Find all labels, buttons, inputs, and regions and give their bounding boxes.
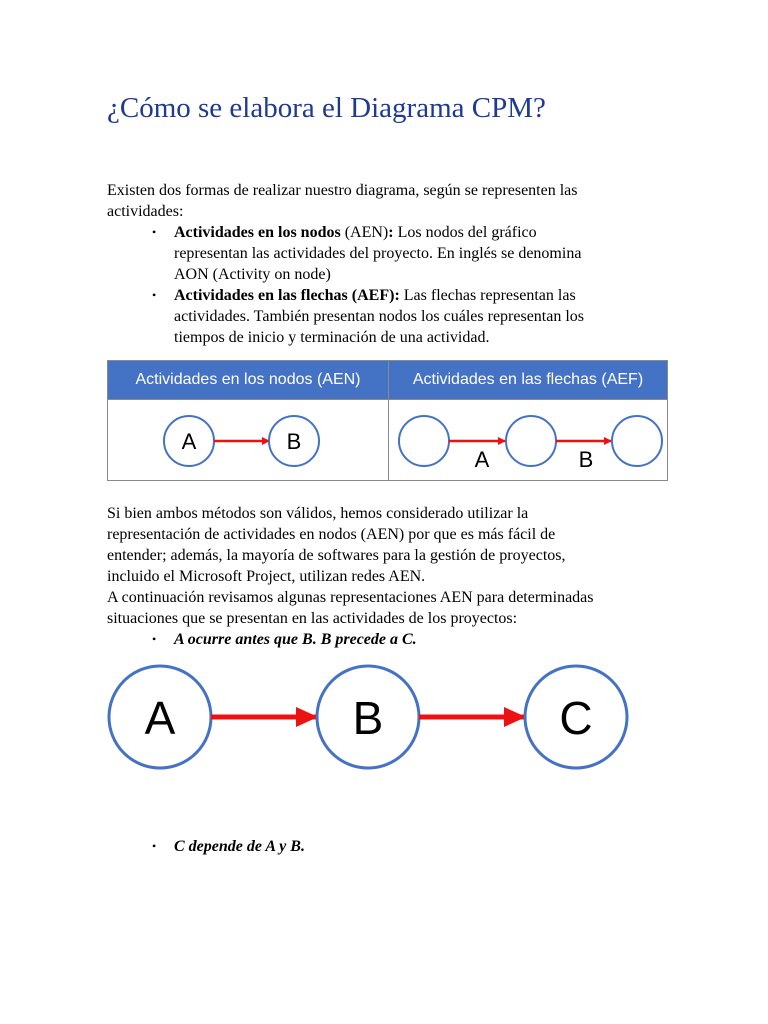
para2-line-5: A continuación revisamos algunas representaciones AEN para determinadas xyxy=(107,589,594,606)
seq-node-a-label: A xyxy=(144,692,176,744)
table-header-aen: Actividades en los nodos (AEN) xyxy=(108,361,388,399)
bullet-aen-colon: : xyxy=(388,224,394,241)
case1-text: A ocurre antes que B. B precede a C. xyxy=(174,631,417,648)
intro-paragraph xyxy=(107,180,667,222)
aef-node-2 xyxy=(506,416,556,466)
bullet-case-1 xyxy=(174,629,644,650)
para2-line-2: representación de actividades en nodos (AEN) por que es más fácil de xyxy=(107,526,556,543)
bullet-aef-text-2: actividades. También presentan nodos los cuáles representan los xyxy=(174,308,585,325)
table-header-aef: Actividades en las flechas (AEF) xyxy=(389,361,667,399)
bullet-aen-text-3: AON (Activity on node) xyxy=(174,266,331,283)
bullet-aen-tag: (AEN) xyxy=(340,224,389,241)
bullet-aef-bold: Actividades en las flechas xyxy=(174,287,348,304)
bullet-aef-text-1: Las flechas representan las xyxy=(399,287,576,304)
aen-node-b-label: B xyxy=(286,429,302,454)
bullet-case-2 xyxy=(174,836,644,857)
bullet-aef-colon: : xyxy=(394,287,400,304)
case2-text: C depende de A y B. xyxy=(174,838,305,855)
bullet-aen-text-2: representan las actividades del proyecto. En inglés se denomina xyxy=(174,245,582,262)
para2-line-6: situaciones que se presentan en las actividades de los proyectos: xyxy=(107,610,518,627)
page-title: ¿Cómo se elabora el Diagrama CPM? xyxy=(107,92,546,124)
intro-line-1: Existen dos formas de realizar nuestro diagrama, según se representen las xyxy=(107,182,578,199)
bullet-aen xyxy=(174,222,644,285)
seq-node-c-label: C xyxy=(559,692,593,744)
para2-line-3: entender; además, la mayoría de softwares para la gestión de proyectos, xyxy=(107,547,566,564)
bullet-aen-text-1: Los nodos del gráfico xyxy=(393,224,537,241)
sequence-diagram xyxy=(100,664,640,774)
bullet-aef xyxy=(174,285,644,348)
explanation-paragraph xyxy=(107,503,707,629)
aef-label-a: A xyxy=(474,447,490,472)
bullet-aef-text-3: tiempos de inicio y terminación de una actividad. xyxy=(174,329,490,346)
bullet-aen-bold: Actividades en los nodos xyxy=(174,224,341,241)
para2-line-1: Si bien ambos métodos son válidos, hemos considerado utilizar la xyxy=(107,505,529,522)
aef-label-b: B xyxy=(578,447,594,472)
comparison-table xyxy=(107,360,668,481)
aef-node-3 xyxy=(612,416,662,466)
seq-node-b-label: B xyxy=(352,692,384,744)
aen-diagram xyxy=(108,400,388,480)
intro-line-2: actividades: xyxy=(107,203,184,220)
aef-node-1 xyxy=(399,416,449,466)
aef-diagram xyxy=(389,400,667,480)
para2-line-4: incluido el Microsoft Project, utilizan redes AEN. xyxy=(107,568,426,585)
bullet-aef-tag: (AEF) xyxy=(347,287,395,304)
aen-node-a-label: A xyxy=(181,429,197,454)
